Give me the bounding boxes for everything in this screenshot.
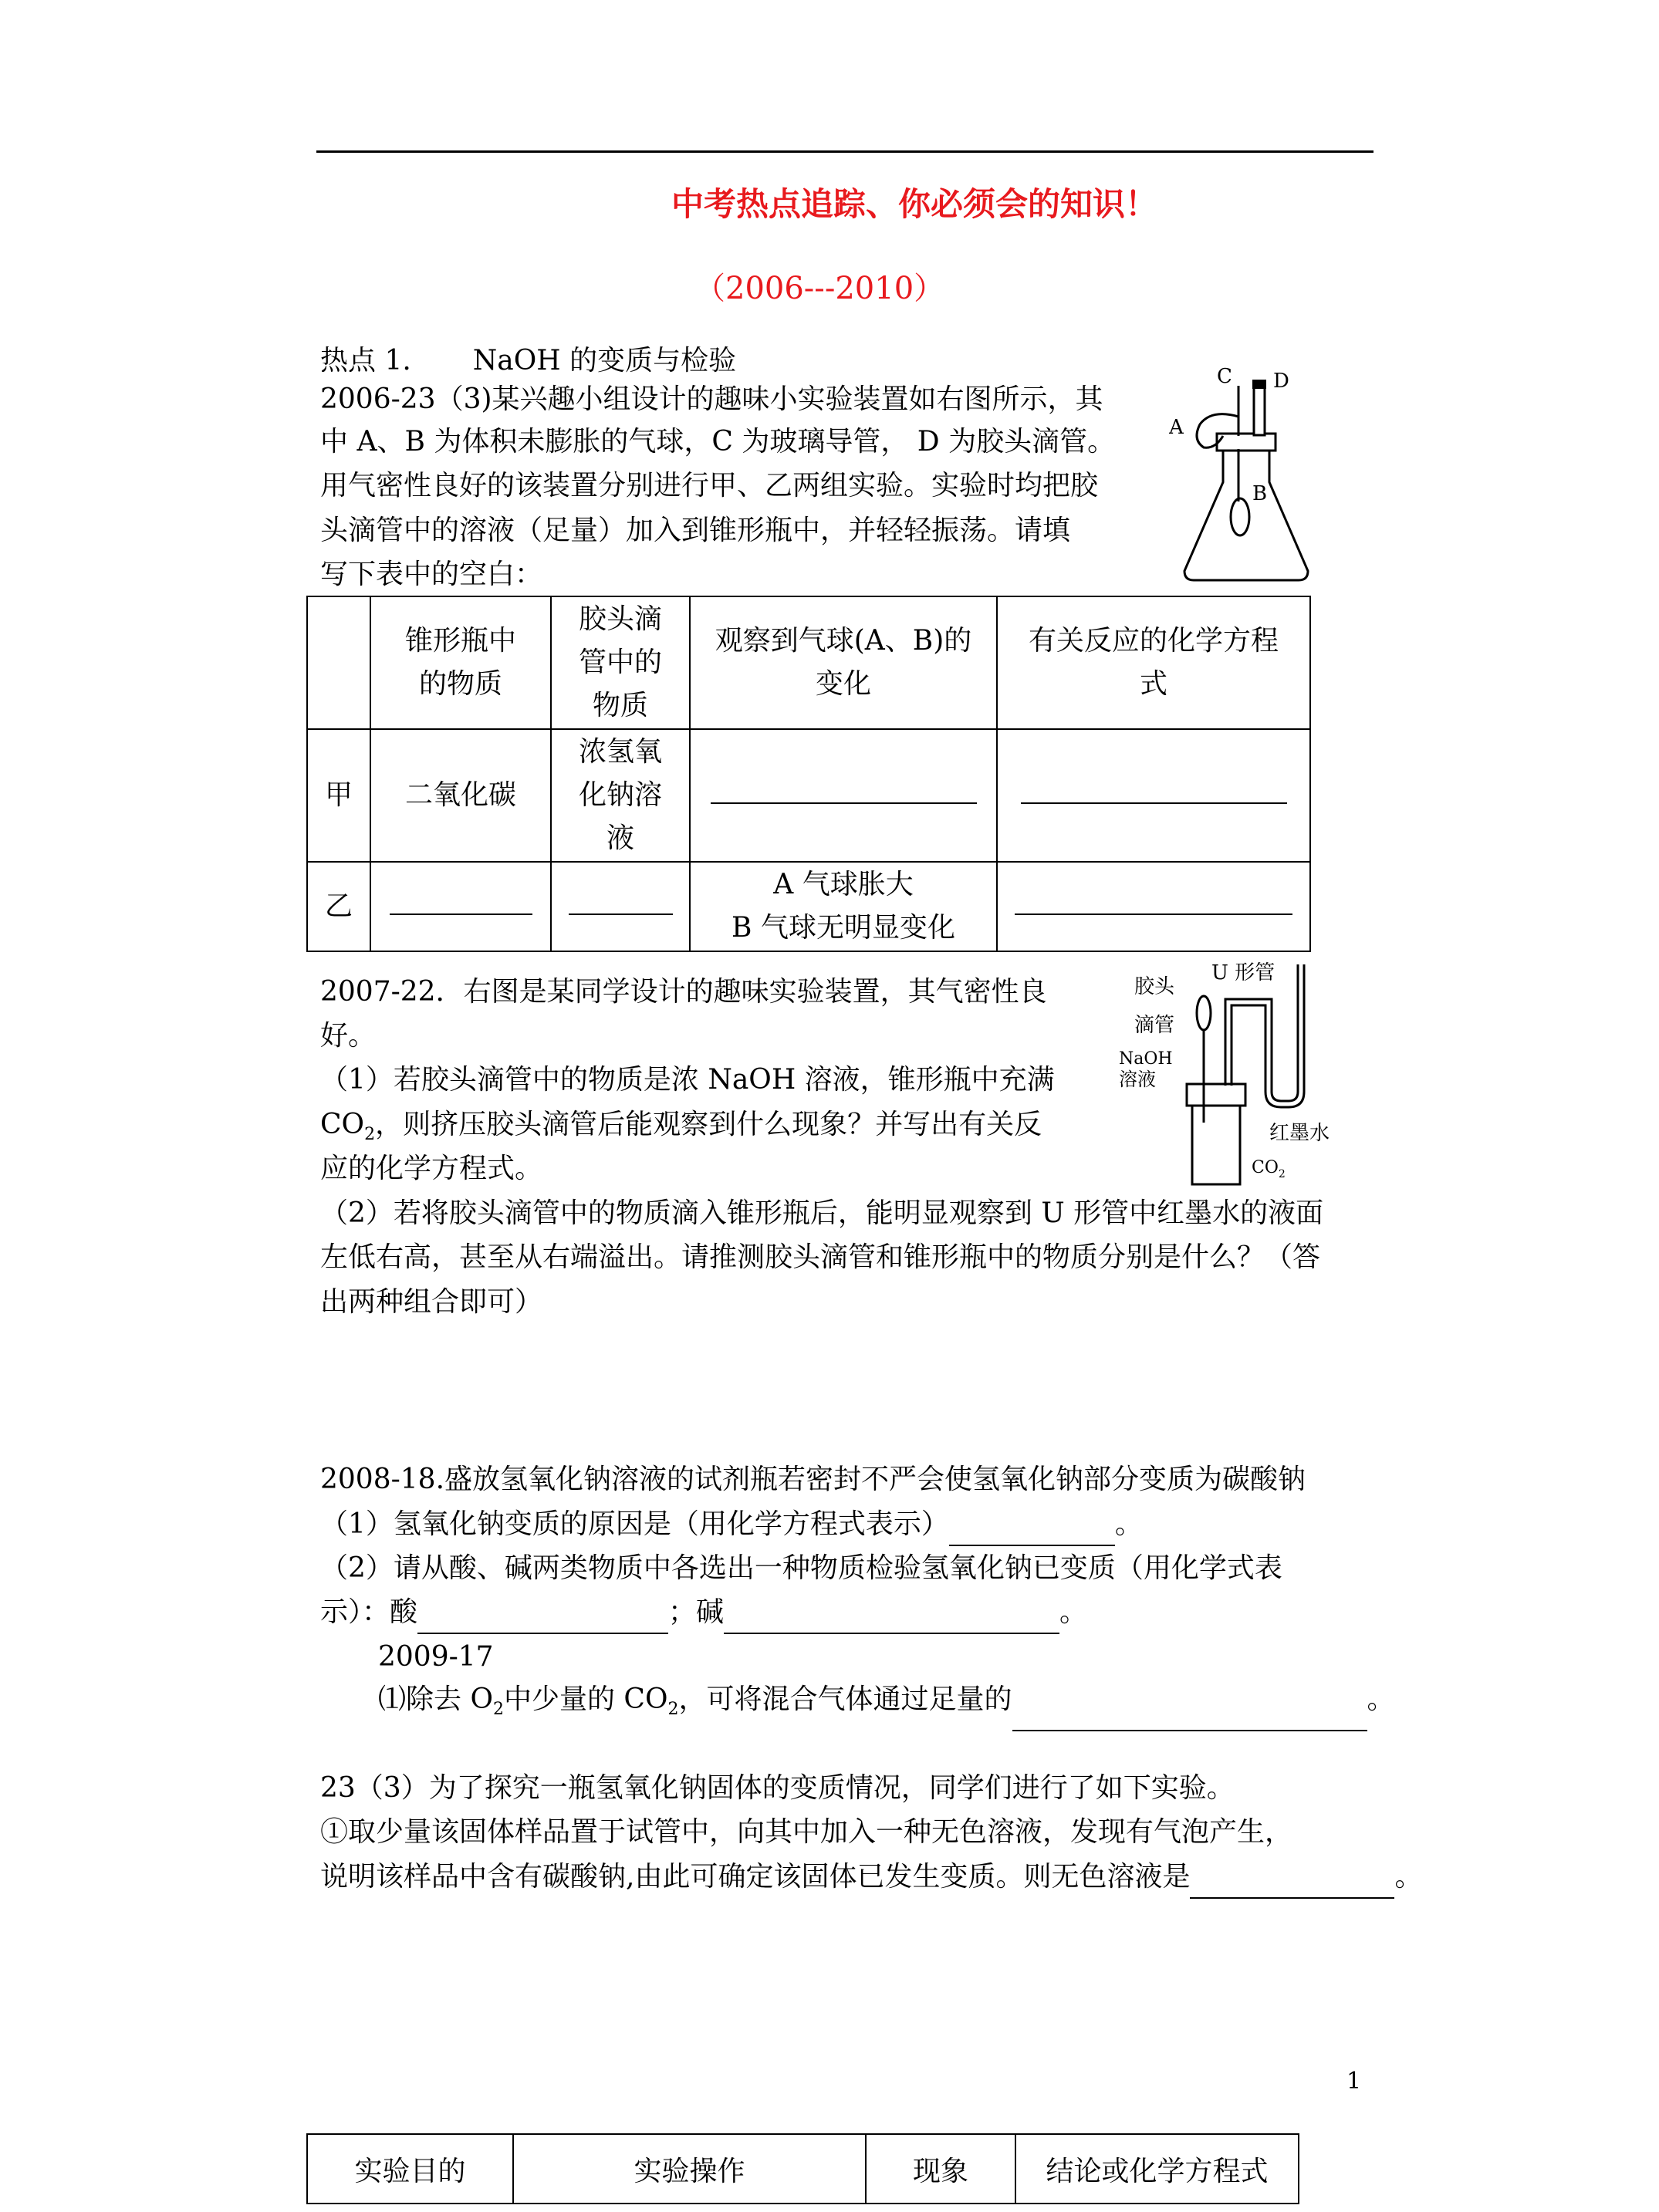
header-cell-flask: 锥形瓶中 的物质 xyxy=(370,596,551,729)
q2007-line-4: $CO_2$，则挤压胶头滴管后能观察到什么现象？并写出有关反 xyxy=(320,1109,1042,1145)
label-dropper-1: 胶头 xyxy=(1134,975,1175,998)
top-rule xyxy=(316,150,1373,153)
q2009-label: 2009-17 xyxy=(378,1641,494,1673)
label-red-ink: 红墨水 xyxy=(1269,1122,1330,1145)
answer-blank[interactable] xyxy=(1012,1700,1367,1731)
table-row xyxy=(307,729,1310,862)
q2008-part-1: （1）氢氧化钠变质的原因是（用化学方程式表示） 。 xyxy=(320,1503,1143,1546)
q2007-line-8: 出两种组合即可） xyxy=(320,1286,543,1318)
q2006-line-1: 2006-23（3)某兴趣小组设计的趣味小实验装置如右图所示，其 xyxy=(320,383,1103,415)
q23-line-1: ①取少量该固体样品置于试管中，向其中加入一种无色溶液，发现有气泡产生， xyxy=(320,1816,1293,1848)
label-dropper-2: 滴管 xyxy=(1134,1014,1175,1037)
experiment-table xyxy=(306,2133,1299,2204)
row-label: 甲 xyxy=(307,729,370,862)
header-cell-purpose: 实验目的 xyxy=(307,2134,513,2204)
cell-dropper-blank[interactable] xyxy=(551,862,690,951)
label-naoh: NaOH xyxy=(1119,1049,1173,1069)
q23-intro: 23（3）为了探究一瓶氢氧化钠固体的变质情况，同学们进行了如下实验。 xyxy=(320,1772,1235,1804)
header-cell-dropper: 胶头滴 管中的 物质 xyxy=(551,596,690,729)
flask-balloon-figure xyxy=(1169,363,1323,586)
table-row xyxy=(307,862,1310,951)
figure-label-b: B xyxy=(1252,482,1268,505)
q2006-line-2: 中 A、B 为体积未膨胀的气球，C 为玻璃导管， D 为胶头滴管。 xyxy=(320,426,1116,458)
cell-flask: 二氧化碳 xyxy=(370,729,551,862)
q2006-line-4: 头滴管中的溶液（足量）加入到锥形瓶中，并轻轻振荡。请填 xyxy=(320,515,1071,546)
q2007-line-6: （2）若将胶头滴管中的物质滴入锥形瓶后，能明显观察到 U 形管中红墨水的液面 xyxy=(320,1197,1324,1229)
q2006-table xyxy=(306,596,1311,952)
q2006-line-5: 写下表中的空白： xyxy=(320,559,543,590)
hotspot-topic: NaOH 的变质与检验 xyxy=(472,345,737,377)
figure-label-a: A xyxy=(1169,416,1184,439)
hotspot-label: 热点 1. xyxy=(320,345,411,377)
q23-line-2: 说明该样品中含有碳酸钠,由此可确定该固体已发生变质。则无色溶液是 。 xyxy=(320,1856,1422,1899)
cell-change-blank[interactable] xyxy=(690,729,997,862)
cell-dropper: 浓氢氧 化钠溶 液 xyxy=(551,729,690,862)
page-number: 1 xyxy=(1346,2068,1362,2095)
header-cell-change: 观察到气球(A、B)的 变化 xyxy=(690,596,997,729)
table-header-row xyxy=(307,596,1310,729)
q2007-line-5: 应的化学方程式。 xyxy=(320,1153,543,1184)
label-co2: $CO_2$ xyxy=(1252,1158,1286,1180)
q2008-part-2-line-2: 示）：酸 ；碱 。 xyxy=(320,1591,1087,1634)
cell-change: A 气球胀大 B 气球无明显变化 xyxy=(690,862,997,951)
row-label: 乙 xyxy=(307,862,370,951)
q2007-line-1: 2007-22．右图是某同学设计的趣味实验装置，其气密性良 xyxy=(320,976,1047,1008)
q2008-part-2-line-1: （2）请从酸、碱两类物质中各选出一种物质检验氢氧化钠已变质（用化学式表 xyxy=(320,1552,1282,1584)
acid-answer-blank[interactable] xyxy=(417,1603,668,1634)
cell-equation-blank[interactable] xyxy=(997,862,1310,951)
header-cell-phenomenon: 现象 xyxy=(866,2134,1015,2204)
header-cell-equation: 有关反应的化学方程 式 xyxy=(997,596,1310,729)
cell-equation-blank[interactable] xyxy=(997,729,1310,862)
hotspot-heading xyxy=(320,339,736,383)
label-solution: 溶液 xyxy=(1119,1069,1156,1090)
q2007-line-3: （1）若胶头滴管中的物质是浓 NaOH 溶液，锥形瓶中充满 xyxy=(320,1064,1055,1096)
page-title: 中考热点追踪、你必须会的知识！ xyxy=(671,185,1158,223)
q2006-line-3: 用气密性良好的该装置分别进行甲、乙两组实验。实验时均把胶 xyxy=(320,470,1099,501)
figure-label-d: D xyxy=(1273,370,1289,393)
table-header-row xyxy=(307,2134,1299,2204)
u-tube-apparatus-figure xyxy=(1103,961,1358,1192)
label-u-tube: U 形管 xyxy=(1211,961,1276,984)
year-range: （2006---2010） xyxy=(694,271,945,306)
q2009-part-1: ⑴除去 $O_2$中少量的 $CO_2$，可将混合气体通过足量的 。 xyxy=(378,1678,1395,1731)
cell-flask-blank[interactable] xyxy=(370,862,551,951)
q2008-intro: 2008-18.盛放氢氧化钠溶液的试剂瓶若密封不严会使氢氧化钠部分变质为碳酸钠 xyxy=(320,1464,1306,1495)
answer-blank[interactable] xyxy=(1190,1868,1394,1899)
base-answer-blank[interactable] xyxy=(724,1603,1059,1634)
q2007-line-7: 左低右高，甚至从右端溢出。请推测胶头滴管和锥形瓶中的物质分别是什么？（答 xyxy=(320,1241,1321,1273)
header-cell-conclusion: 结论或化学方程式 xyxy=(1015,2134,1299,2204)
figure-label-c: C xyxy=(1217,365,1232,388)
q2007-line-2: 好。 xyxy=(320,1020,377,1052)
header-cell-empty xyxy=(307,596,370,729)
answer-blank[interactable] xyxy=(949,1515,1115,1546)
header-cell-operation: 实验操作 xyxy=(513,2134,866,2204)
